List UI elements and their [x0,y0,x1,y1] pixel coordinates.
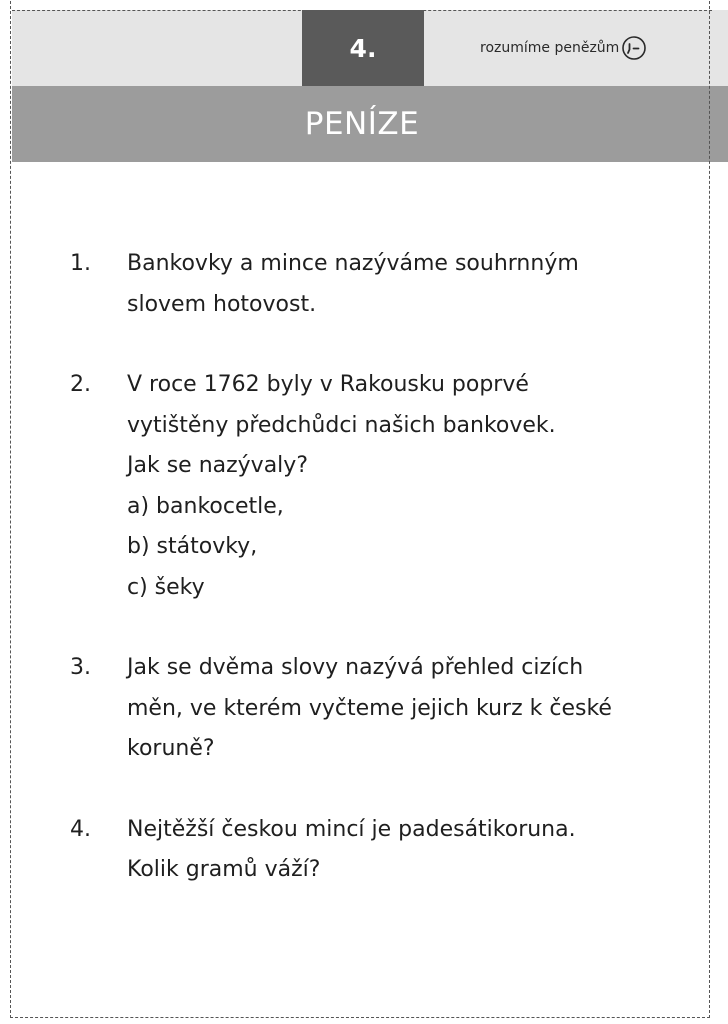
question-line: měn, ve kterém vyčteme jejich kurz k české [127,695,612,721]
question-line: b) státovky, [127,534,258,559]
question-list [70,244,690,931]
question-text [127,244,690,325]
question-line: Nejtěžší českou mincí je padesátikoruna. [127,816,576,842]
question-text [127,648,690,770]
question-line: Kolik gramů váží? [127,857,321,882]
question-number: 1. [70,251,91,276]
card-title: PENÍZE [304,106,420,142]
question-line: vytištěny předchůdci našich bankovek. [127,412,556,438]
question-line: V roce 1762 byly v Rakousku poprvé [127,372,529,397]
card-number: 4. [349,33,377,63]
question-line: Jak se nazývaly? [127,453,308,478]
brand-text: rozumíme penězům [480,40,620,56]
question-number: 2. [70,372,91,397]
question-item [70,648,690,770]
question-line: c) šeky [127,574,205,600]
question-number: 4. [70,816,91,842]
question-line: slovem hotovost. [127,291,317,317]
question-text [127,810,690,891]
question-line: koruně? [127,736,215,761]
question-line: Jak se dvěma slovy nazývá přehled cizích [127,655,584,680]
question-line: Bankovky a mince nazýváme souhrnným [127,251,579,276]
question-item [70,365,690,608]
question-number: 3. [70,655,91,680]
question-text [127,365,690,608]
question-line: a) bankocetle, [127,493,284,519]
question-item [70,244,690,325]
question-item [70,810,690,891]
